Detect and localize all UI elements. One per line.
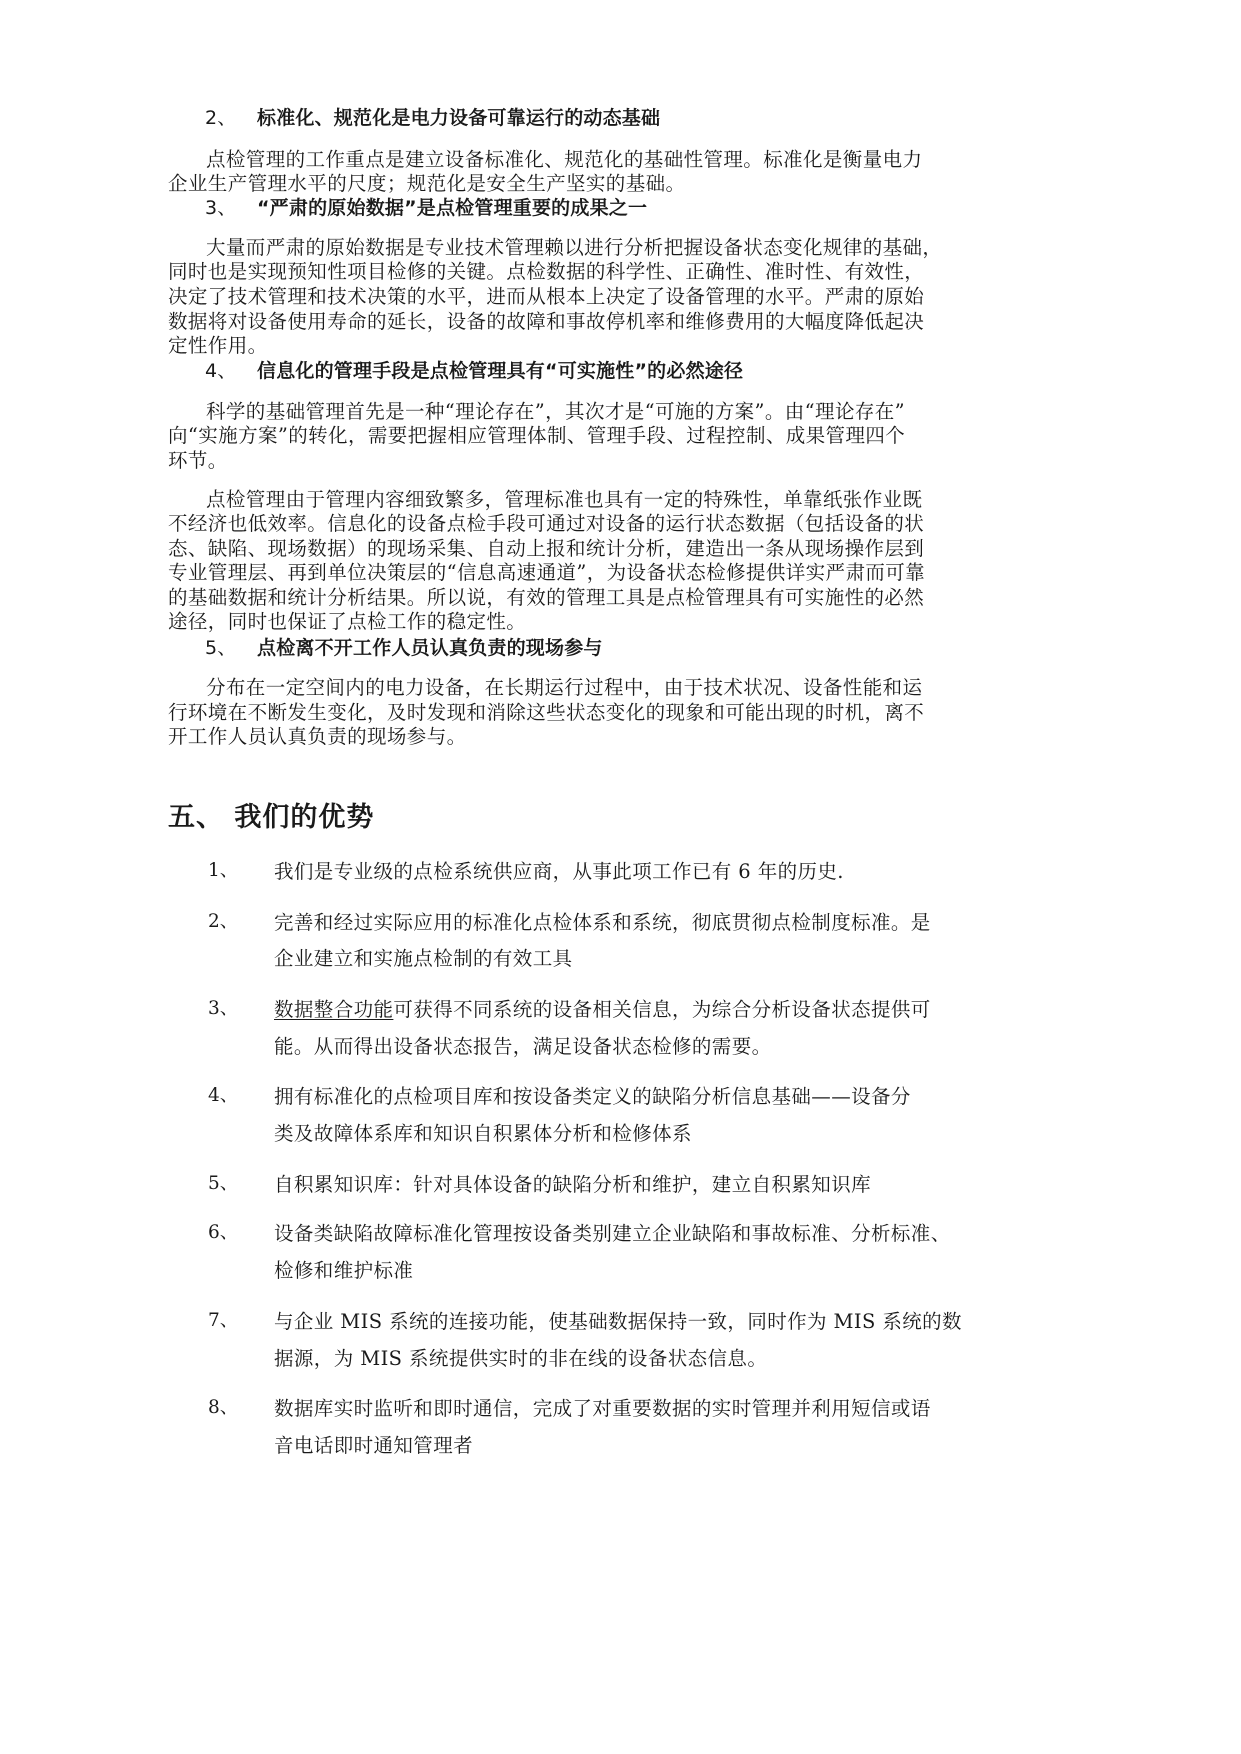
list-item-number: 5、 — [208, 1173, 239, 1194]
list-item-line: 拥有标准化的点检项目库和按设备类定义的缺陷分析信息基础——设备分 — [274, 1085, 911, 1108]
paragraph-line: 的基础数据和统计分析结果。所以说，有效的管理工具是点检管理具有可实施性的必然 — [168, 586, 925, 609]
list-item-line: 企业建立和实施点检制的有效工具 — [274, 947, 573, 970]
list-item-number: 6、 — [208, 1222, 239, 1243]
list-item-line: 我们是专业级的点检系统供应商，从事此项工作已有 6 年的历史. — [274, 860, 844, 883]
paragraph-line: 开工作人员认真负责的现场参与。 — [168, 725, 467, 748]
subsection-number: 4、 — [205, 360, 237, 382]
paragraph-line: 企业生产管理水平的尺度；规范化是安全生产坚实的基础。 — [168, 172, 686, 195]
list-item-line: 音电话即时通知管理者 — [274, 1434, 474, 1457]
paragraph-line: 行环境在不断发生变化，及时发现和消除这些状态变化的现象和可能出现的时机，离不 — [168, 701, 925, 724]
subsection-number: 3、 — [205, 197, 237, 219]
list-item-line: 数据库实时监听和即时通信，完成了对重要数据的实时管理并利用短信或语 — [274, 1397, 931, 1420]
subsection-heading-5 — [205, 633, 603, 660]
paragraph-line: 点检管理的工作重点是建立设备标准化、规范化的基础性管理。标准化是衡量电力 — [206, 148, 923, 171]
paragraph-line: 不经济也低效率。信息化的设备点检手段可通过对设备的运行状态数据（包括设备的状 — [168, 512, 925, 535]
list-item-text: 可获得不同系统的设备相关信息，为综合分析设备状态提供可 — [393, 998, 931, 1021]
paragraph-line: 大量而严肃的原始数据是专业技术管理赖以进行分析把握设备状态变化规律的基础， — [206, 236, 943, 259]
list-item-number: 1、 — [208, 860, 239, 881]
subsection-title: 点检离不开工作人员认真负责的现场参与 — [257, 637, 603, 659]
paragraph-line: 分布在一定空间内的电力设备，在长期运行过程中，由于技术状况、设备性能和运 — [206, 676, 923, 699]
subsection-title: “严肃的原始数据”是点检管理重要的成果之一 — [257, 197, 648, 219]
subsection-number: 5、 — [205, 637, 237, 659]
list-item-line: 类及故障体系库和知识自积累体分析和检修体系 — [274, 1122, 692, 1145]
paragraph-line: 途径，同时也保证了点检工作的稳定性。 — [168, 610, 527, 633]
paragraph-line: 点检管理由于管理内容细致繁多，管理标准也具有一定的特殊性，单靠纸张作业既 — [206, 488, 923, 511]
subsection-heading-4 — [205, 356, 743, 383]
list-item-line: 自积累知识库：针对具体设备的缺陷分析和维护，建立自积累知识库 — [274, 1173, 872, 1196]
subsection-title: 信息化的管理手段是点检管理具有“可实施性”的必然途径 — [257, 360, 744, 382]
list-item-line: 与企业 MIS 系统的连接功能，使基础数据保持一致，同时作为 MIS 系统的数 — [274, 1310, 962, 1333]
list-item-line: 设备类缺陷故障标准化管理按设备类别建立企业缺陷和事故标准、分析标准、 — [274, 1222, 951, 1245]
data-integration-link[interactable]: 数据整合功能 — [274, 998, 394, 1021]
paragraph-line: 同时也是实现预知性项目检修的关键。点检数据的科学性、正确性、准时性、有效性， — [168, 260, 925, 283]
list-item-line: 能。从而得出设备状态报告，满足设备状态检修的需要。 — [274, 1035, 772, 1058]
list-item-number: 8、 — [208, 1397, 239, 1418]
subsection-title: 标准化、规范化是电力设备可靠运行的动态基础 — [257, 107, 661, 129]
list-item-number: 4、 — [208, 1085, 239, 1106]
list-item-line — [274, 994, 931, 1022]
paragraph-line: 定性作用。 — [168, 334, 268, 357]
paragraph-line: 专业管理层、再到单位决策层的“信息高速通道”，为设备状态检修提供详实严肃而可靠 — [168, 561, 926, 584]
paragraph-line: 环节。 — [168, 449, 228, 472]
list-item-line: 据源，为 MIS 系统提供实时的非在线的设备状态信息。 — [274, 1347, 768, 1370]
list-item-line: 完善和经过实际应用的标准化点检体系和系统，彻底贯彻点检制度标准。是 — [274, 911, 931, 934]
paragraph-line: 决定了技术管理和技术决策的水平，进而从根本上决定了设备管理的水平。严肃的原始 — [168, 285, 925, 308]
section-title: 五、 我们的优势 — [168, 802, 375, 833]
list-item-number: 3、 — [208, 998, 239, 1019]
list-item-number: 2、 — [208, 911, 239, 932]
paragraph-line: 态、缺陷、现场数据）的现场采集、自动上报和统计分析，建造出一条从现场操作层到 — [168, 537, 925, 560]
paragraph-line: 向“实施方案”的转化，需要把握相应管理体制、管理手段、过程控制、成果管理四个 — [168, 424, 906, 447]
paragraph-line: 科学的基础管理首先是一种“理论存在”，其次才是“可施的方案”。由“理论存在” — [206, 400, 906, 423]
subsection-heading-3 — [205, 193, 647, 220]
list-item-number: 7、 — [208, 1310, 239, 1331]
list-item-line: 检修和维护标准 — [274, 1259, 414, 1282]
subsection-number: 2、 — [205, 107, 237, 129]
paragraph-line: 数据将对设备使用寿命的延长，设备的故障和事故停机率和维修费用的大幅度降低起决 — [168, 310, 925, 333]
subsection-heading-2 — [205, 103, 660, 130]
